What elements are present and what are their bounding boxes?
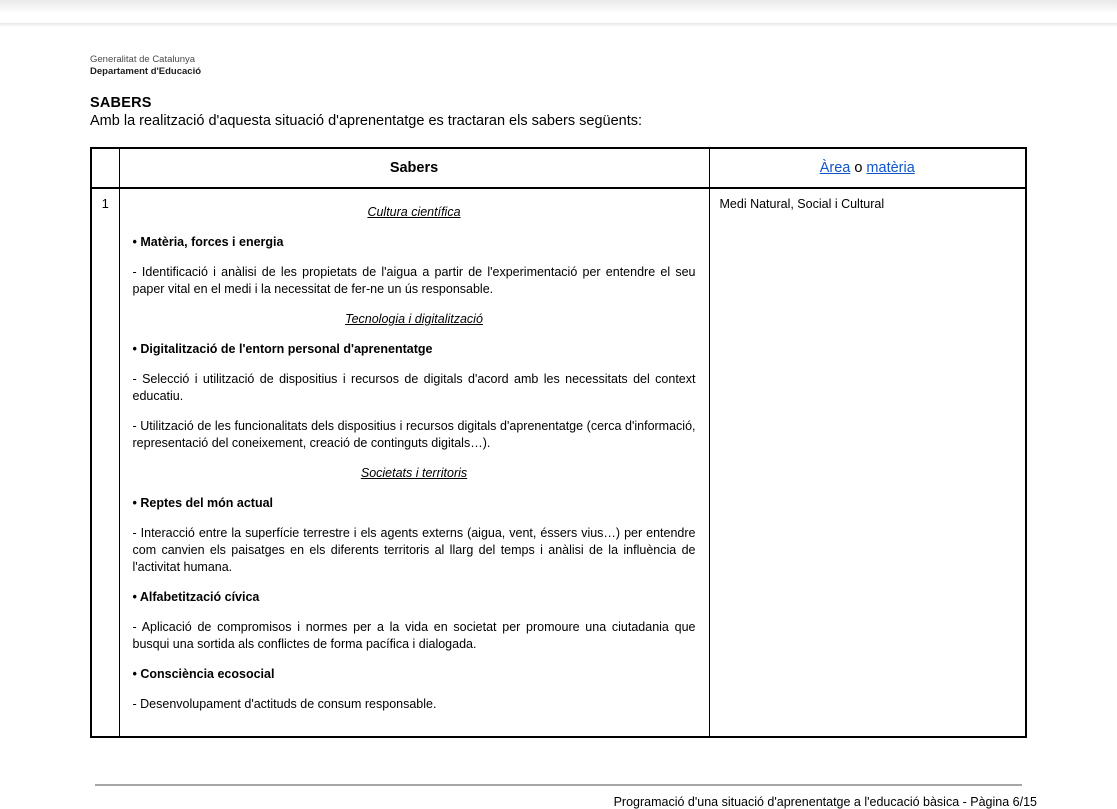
viewer-page-gap [0,0,1117,26]
header-cell-area [709,148,1026,188]
org-header [90,54,1117,78]
intro-text: Amb la realització d'aquesta situació d'aprenentatge es tractaran els sabers següents: [90,113,643,130]
saber-para: - Aplicació de compromisos i normes per a la vida en societat per promoure una ciutadania que busqui una sortida als conflictes de forma pacífica i dialogada. [132,620,696,652]
conjunction-text: o [854,160,863,177]
saber-heading: Cultura científica [367,205,461,220]
area-value: Medi Natural, Social i Cultural [709,188,1026,737]
saber-heading: Societats i territoris [360,466,468,481]
saber-para: - Desenvolupament d'actituds de consum responsable. [132,697,437,712]
page-title: SABERS [90,95,152,112]
saber-bullet: • Matèria, forces i energia [132,235,284,250]
org-department: Departament d'Educació [90,66,202,78]
header-cell-sabers: Sabers [119,148,709,188]
table-row [91,188,1026,737]
saber-bullet: • Alfabetització cívica [132,590,260,605]
saber-bullet: • Reptes del món actual [132,496,274,511]
saber-bullet: • Digitalització de l'entorn personal d'aprenentatge [132,342,433,357]
area-link[interactable]: Àrea [819,160,851,177]
saber-para: - Interacció entre la superfície terrestre i els agents externs (aigua, vent, éssers vius…) per entendre com canvien els paisatges en els diferents territoris al llarg del temps i anàlisi de la influència de l'activitat humana. [132,526,696,575]
materia-link[interactable]: matèria [866,160,915,177]
saber-para: - Utilització de les funcionalitats dels dispositius i recursos digitals d'aprenentatge (cerca d'informació, representació del coneixement, creació de continguts digitals…). [132,419,696,451]
row-number: 1 [91,188,119,737]
sabers-content-cell [119,188,709,737]
saber-heading: Tecnologia i digitalització [345,312,483,327]
saber-para: - Identificació i anàlisi de les propietats de l'aigua a partir de l'experimentació per entendre el seu paper vital en el medi i la necessitat de fer-ne un ús responsable. [132,265,696,297]
footer-divider [95,784,1022,786]
saber-blocks [133,204,696,713]
saber-bullet: • Consciència ecosocial [132,667,275,682]
table-header-row [91,148,1026,188]
document-page [0,54,1117,786]
page-top-gradient [0,0,1117,14]
page-top-edge [0,23,1117,27]
saber-para: - Selecció i utilització de dispositius i recursos de digitals d'acord amb les necessitats del context educatiu. [132,372,696,404]
org-name: Generalitat de Catalunya [90,54,196,65]
sabers-table [90,147,1027,738]
header-cell-empty [91,148,119,188]
footer-page-info: Programació d'una situació d'aprenentatge a l'educació bàsica - Pàgina 6/15 [613,795,1037,809]
